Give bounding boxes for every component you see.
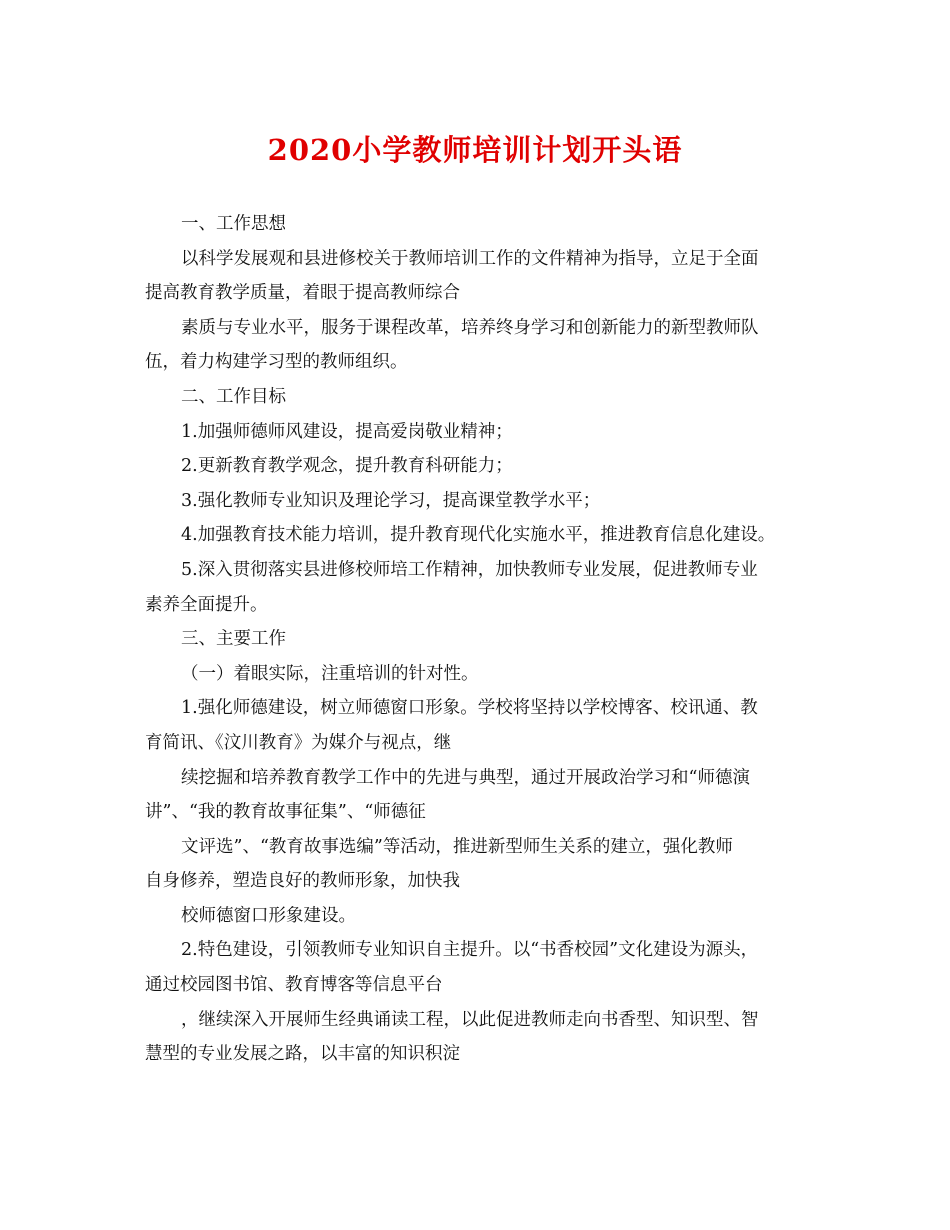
- paragraph-line: 3.强化教师专业知识及理论学习，提高课堂教学水平；: [181, 490, 601, 511]
- paragraph-line: 素质与专业水平，服务于课程改革，培养终身学习和创新能力的新型教师队: [181, 317, 759, 338]
- paragraph-line: ，继续深入开展师生经典诵读工程，以此促进教师走向书香型、知识型、智: [181, 1009, 759, 1030]
- paragraph-line: 2.更新教育教学观念，提升教育科研能力；: [181, 456, 513, 477]
- paragraph-line: 一、工作思想: [181, 214, 286, 234]
- document-title: 2020小学教师培训计划开头语: [267, 133, 683, 167]
- paragraph-line: 1.加强师德师风建设，提高爱岗敬业精神；: [181, 421, 513, 442]
- paragraph-line: 素养全面提升。: [145, 594, 268, 615]
- paragraph-line: 5.深入贯彻落实县进修校师培工作精神，加快教师专业发展，促进教师专业: [181, 559, 758, 580]
- paragraph-line: 育简讯、《汶川教育》为媒介与视点，继: [145, 732, 452, 753]
- paragraph-line: 三、主要工作: [181, 629, 286, 650]
- paragraph-line: 慧型的专业发展之路，以丰富的知识积淀: [145, 1044, 460, 1065]
- paragraph-line: 文评选”、“教育故事选编”等活动，推进新型师生关系的建立，强化教师: [181, 836, 733, 857]
- paragraph-line: 讲”、“我的教育故事征集”、“师德征: [145, 802, 426, 823]
- document-body: [145, 207, 815, 1072]
- paragraph-line: 4.加强教育技术能力培训，提升教育现代化实施水平，推进教育信息化建设。: [181, 525, 776, 546]
- paragraph-line: 校师德窗口形象建设。: [181, 905, 356, 926]
- paragraph-line: 以科学发展观和县进修校关于教师培训工作的文件精神为指导，立足于全面: [181, 248, 759, 269]
- paragraph-line: 提高教育教学质量，着眼于提高教师综合: [145, 283, 460, 304]
- paragraph-line: 自身修养，塑造良好的教师形象，加快我: [145, 871, 460, 892]
- paragraph-line: 伍，着力构建学习型的教师组织。: [145, 352, 408, 373]
- paragraph-line: 二、工作目标: [181, 386, 286, 407]
- paragraph-line: （一）着眼实际，注重培训的针对性。: [181, 663, 479, 684]
- paragraph-line: 2.特色建设，引领教师专业知识自主提升。以“书香校园”文化建设为源头，: [181, 940, 759, 961]
- paragraph-line: 续挖掘和培养教育教学工作中的先进与典型，通过开展政治学习和“师德演: [181, 767, 750, 788]
- paragraph-line: 1.强化师德建设，树立师德窗口形象。学校将坚持以学校博客、校讯通、教: [181, 698, 758, 719]
- paragraph-line: 通过校园图书馆、教育博客等信息平台: [145, 975, 443, 996]
